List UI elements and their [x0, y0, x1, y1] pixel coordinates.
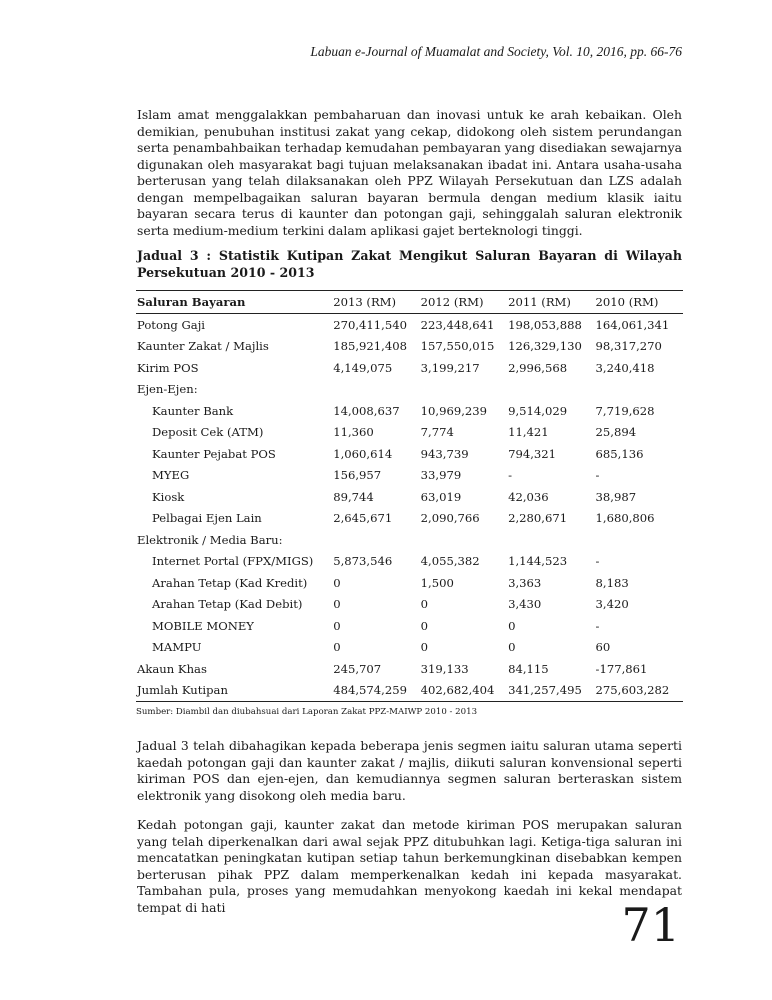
table-cell: 185,921,408: [333, 339, 407, 354]
table-cell: 2,996,568: [508, 360, 568, 375]
table-cell: [421, 379, 508, 401]
table-row: [136, 508, 683, 530]
table-cell: 38,987: [595, 489, 637, 504]
table-row: [136, 357, 683, 379]
table-cell: 63,019: [420, 489, 462, 504]
table-cell: 341,257,495: [508, 680, 595, 702]
table-cell: 2,090,766: [420, 511, 480, 526]
table-row: [136, 379, 683, 401]
table-cell: -: [508, 468, 513, 483]
table-cell: 0: [333, 618, 341, 633]
table-cell: 198,053,888: [508, 317, 582, 332]
row-label: Akaun Khas: [137, 661, 207, 676]
table-cell: 9,514,029: [508, 403, 568, 418]
row-label: Arahan Tetap (Kad Debit): [152, 597, 303, 612]
table-row: [136, 680, 683, 702]
table-cell: [508, 529, 595, 551]
row-label: MOBILE MONEY: [152, 618, 254, 633]
table-cell: 11,360: [333, 425, 374, 440]
table-cell: 2,280,671: [508, 511, 568, 526]
column-header: Saluran Bayaran: [136, 291, 333, 314]
table-cell: 319,133: [420, 661, 469, 676]
table-cell: 3,199,217: [420, 360, 480, 375]
row-label: Potong Gaji: [137, 317, 205, 332]
table-cell: 4,055,382: [420, 554, 480, 569]
row-label: Kirim POS: [137, 360, 199, 375]
table-cell: [333, 529, 420, 551]
row-label: Kaunter Bank: [152, 403, 234, 418]
table-row: [136, 637, 683, 659]
table-cell: 7,719,628: [595, 403, 655, 418]
table-header-row: [136, 291, 683, 314]
table-cell: -177,861: [595, 661, 648, 676]
column-header: 2013 (RM): [333, 291, 420, 314]
table-cell: 0: [508, 618, 516, 633]
table-cell: 11,421: [508, 425, 549, 440]
table-cell: -: [595, 554, 600, 569]
table-cell: [596, 379, 683, 401]
table-cell: 60: [595, 640, 611, 655]
table-row: [136, 529, 683, 551]
table-cell: 0: [420, 618, 429, 633]
table-row: [136, 443, 683, 465]
table-cell: -: [595, 618, 600, 633]
row-label: Pelbagai Ejen Lain: [152, 511, 262, 526]
table-cell: 84,115: [508, 661, 549, 676]
table-cell: 2,645,671: [333, 511, 393, 526]
table-body: [136, 314, 683, 702]
table-cell: 0: [333, 597, 341, 612]
row-label: MYEG: [152, 468, 190, 483]
table-cell: 275,603,282: [596, 680, 683, 702]
row-label: Kaunter Pejabat POS: [152, 446, 276, 461]
table-cell: 1,500: [420, 575, 454, 590]
table-cell: 1,680,806: [595, 511, 655, 526]
table-cell: 156,957: [333, 468, 382, 483]
table-cell: 42,036: [508, 489, 549, 504]
table-cell: [508, 379, 595, 401]
table-cell: 3,430: [508, 597, 542, 612]
table-cell: [596, 529, 683, 551]
row-label: Internet Portal (FPX/MIGS): [152, 554, 314, 569]
table-cell: 0: [420, 640, 429, 655]
table-row: [136, 336, 683, 358]
table-cell: [421, 529, 508, 551]
table-cell: 0: [333, 575, 341, 590]
table-row: [136, 314, 683, 336]
table-cell: 164,061,341: [595, 317, 670, 332]
column-header: 2010 (RM): [596, 291, 683, 314]
table-cell: 7,774: [420, 425, 454, 440]
table-row: [136, 422, 683, 444]
table-cell: 3,240,418: [595, 360, 655, 375]
table-row: [136, 572, 683, 594]
table-cell: 245,707: [333, 661, 382, 676]
table-cell: 402,682,404: [421, 680, 508, 702]
row-label: Arahan Tetap (Kad Kredit): [152, 575, 308, 590]
row-label: Kiosk: [152, 489, 185, 504]
row-label: Kaunter Zakat / Majlis: [137, 339, 269, 354]
table-cell: [333, 379, 420, 401]
row-label: MAMPU: [152, 640, 202, 655]
table-cell: 0: [420, 597, 429, 612]
table-row: [136, 486, 683, 508]
table-cell: 270,411,540: [333, 317, 407, 332]
table-caption: Jadual 3 : Statistik Kutipan Zakat Mengikut Saluran Bayaran di Wilayah Persekutuan 2010 - 2013: [137, 248, 682, 280]
table-cell: 126,329,130: [508, 339, 582, 354]
table-row: [136, 551, 683, 573]
table-cell: 5,873,546: [333, 554, 393, 569]
table-cell: 8,183: [595, 575, 629, 590]
table-cell: 89,744: [333, 489, 374, 504]
table-row: [136, 658, 683, 680]
table-cell: 157,550,015: [420, 339, 495, 354]
table-cell: 33,979: [420, 468, 462, 483]
table-cell: 3,420: [595, 597, 629, 612]
table-cell: 223,448,641: [420, 317, 495, 332]
table-cell: 25,894: [595, 425, 637, 440]
table-source-note: Sumber: Diambil dan diubahsuai dari Laporan Zakat PPZ-MAIWP 2010 - 2013: [136, 707, 478, 717]
table-cell: 794,321: [508, 446, 557, 461]
table-row: [136, 594, 683, 616]
table-cell: 14,008,637: [333, 403, 400, 418]
table-cell: 1,060,614: [333, 446, 393, 461]
column-header: 2011 (RM): [508, 291, 595, 314]
row-label: Deposit Cek (ATM): [152, 425, 264, 440]
table-cell: 10,969,239: [420, 403, 488, 418]
row-label: Elektronik / Media Baru:: [137, 532, 283, 547]
table-cell: 98,317,270: [595, 339, 662, 354]
table-cell: 685,136: [595, 446, 644, 461]
table-cell: 4,149,075: [333, 360, 393, 375]
table-cell: -: [595, 468, 600, 483]
row-label: Jumlah Kutipan: [136, 680, 333, 702]
row-label: Ejen-Ejen:: [137, 382, 198, 397]
table-cell: 943,739: [420, 446, 469, 461]
body-paragraph-2: Jadual 3 telah dibahagikan kepada beberapa jenis segmen iaitu saluran utama seperti kaedah potongan gaji dan kaunter zakat / majlis, diikuti saluran konvensional seperti kiriman POS dan ejen-ejen, dan kemudiannya segmen saluran berteraskan sistem elektronik yang disokong oleh media baru.: [137, 738, 682, 803]
page-number: 71: [621, 898, 680, 952]
body-paragraph-1: Islam amat menggalakkan pembaharuan dan inovasi untuk ke arah kebaikan. Oleh demikian, penubuhan institusi zakat yang cekap, didokong oleh sistem perundangan serta penambahbaikan terhadap kemudahan pembayaran yang disediakan sewajarnya digunakan oleh masyarakat bagi tujuan melaksanakan ibadat ini. Antara usaha-usaha berterusan yang telah dilaksanakan oleh PPZ Wilayah Persekutuan dan LZS adalah dengan mempelbagaikan saluran bayaran bermula dengan medium klasik iaitu bayaran secara terus di kaunter dan potongan gaji, sehinggalah saluran elektronik serta medium-medium terkini dalam aplikasi gajet berteknologi tinggi.: [137, 107, 682, 238]
table-cell: 484,574,259: [333, 680, 420, 702]
column-header: 2012 (RM): [421, 291, 508, 314]
table-row: [136, 400, 683, 422]
table-cell: 0: [333, 640, 341, 655]
running-header: Labuan e-Journal of Muamalat and Society, Vol. 10, 2016, pp. 66-76: [310, 44, 682, 59]
body-paragraph-3: Kedah potongan gaji, kaunter zakat dan metode kiriman POS merupakan saluran yang telah diperkenalkan dari awal sejak PPZ ditubuhkan lagi. Ketiga-tiga saluran ini mencatatkan peningkatan kutipan setiap tahun berkemungkinan disebabkan kempen berterusan pihak PPZ dalam memperkenalkan kedah ini kepada masyarakat. Tambahan pula, proses yang memudahkan menyokong kaedah ini kekal mendapat tempat di hati: [137, 817, 682, 915]
table-row: [136, 615, 683, 637]
table-cell: 3,363: [508, 575, 542, 590]
table-cell: 1,144,523: [508, 554, 568, 569]
table-row: [136, 465, 683, 487]
table-cell: 0: [508, 640, 516, 655]
zakat-statistics-table: [136, 290, 683, 702]
